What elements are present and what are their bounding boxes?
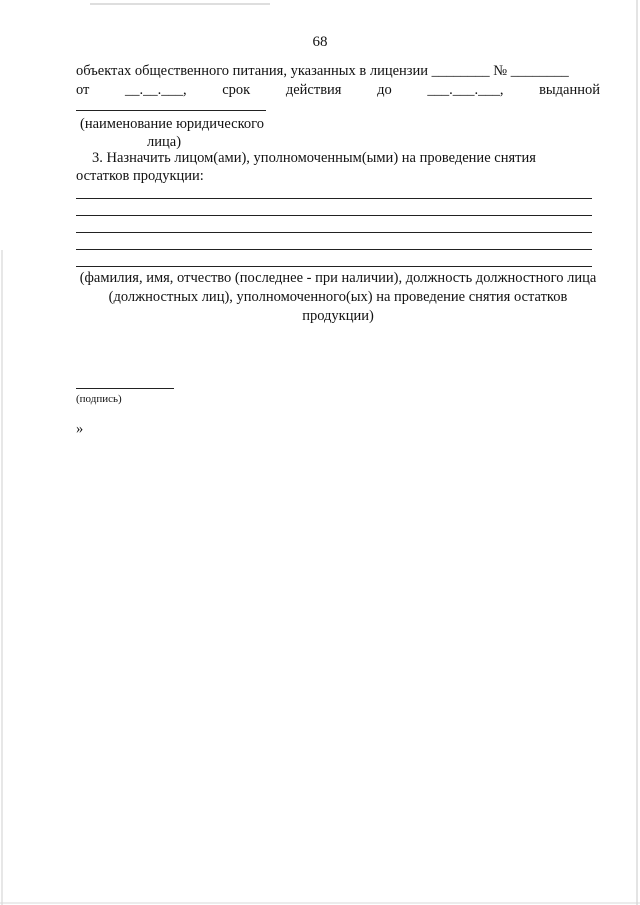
word-deistviya: действия <box>285 82 342 98</box>
officials-caption: (фамилия, имя, отчество (последнее - при наличии), должность должностного лица (должностных лиц), уполномоченного(ых) на проведение снятия остатков продукции) <box>79 270 597 324</box>
word-do: до <box>377 82 392 98</box>
date-from-blank: __.__.___, <box>125 82 187 98</box>
paragraph-line-1: объектах общественного питания, указанных в лицензии ________ № ________ <box>76 63 569 79</box>
date-to-blank: ___.___.___, <box>427 82 504 98</box>
officials-blank-line-5 <box>76 266 592 267</box>
officials-blank-line-2 <box>76 215 592 216</box>
closing-quote: » <box>76 421 84 437</box>
item-3-line-1: 3. Назначить лицом(ами), уполномоченным(ыми) на проведение снятия <box>92 150 536 166</box>
word-ot: от <box>76 82 90 98</box>
word-vydannoi: выданной <box>539 82 600 98</box>
legal-entity-caption-line-1: (наименование юридического <box>80 116 264 132</box>
officials-blank-line-1 <box>76 198 592 199</box>
signature-caption: (подпись) <box>76 393 122 405</box>
officials-blank-line-3 <box>76 232 592 233</box>
item-3-line-2: остатков продукции: <box>76 168 204 184</box>
legal-entity-caption-line-2: лица) <box>147 134 182 150</box>
paragraph-line-2 <box>76 81 600 99</box>
officials-blank-line-4 <box>76 249 592 250</box>
signature-blank-line <box>76 388 174 389</box>
legal-entity-blank-line <box>76 110 266 111</box>
page-number: 68 <box>312 34 328 50</box>
word-srok: срок <box>222 82 251 98</box>
